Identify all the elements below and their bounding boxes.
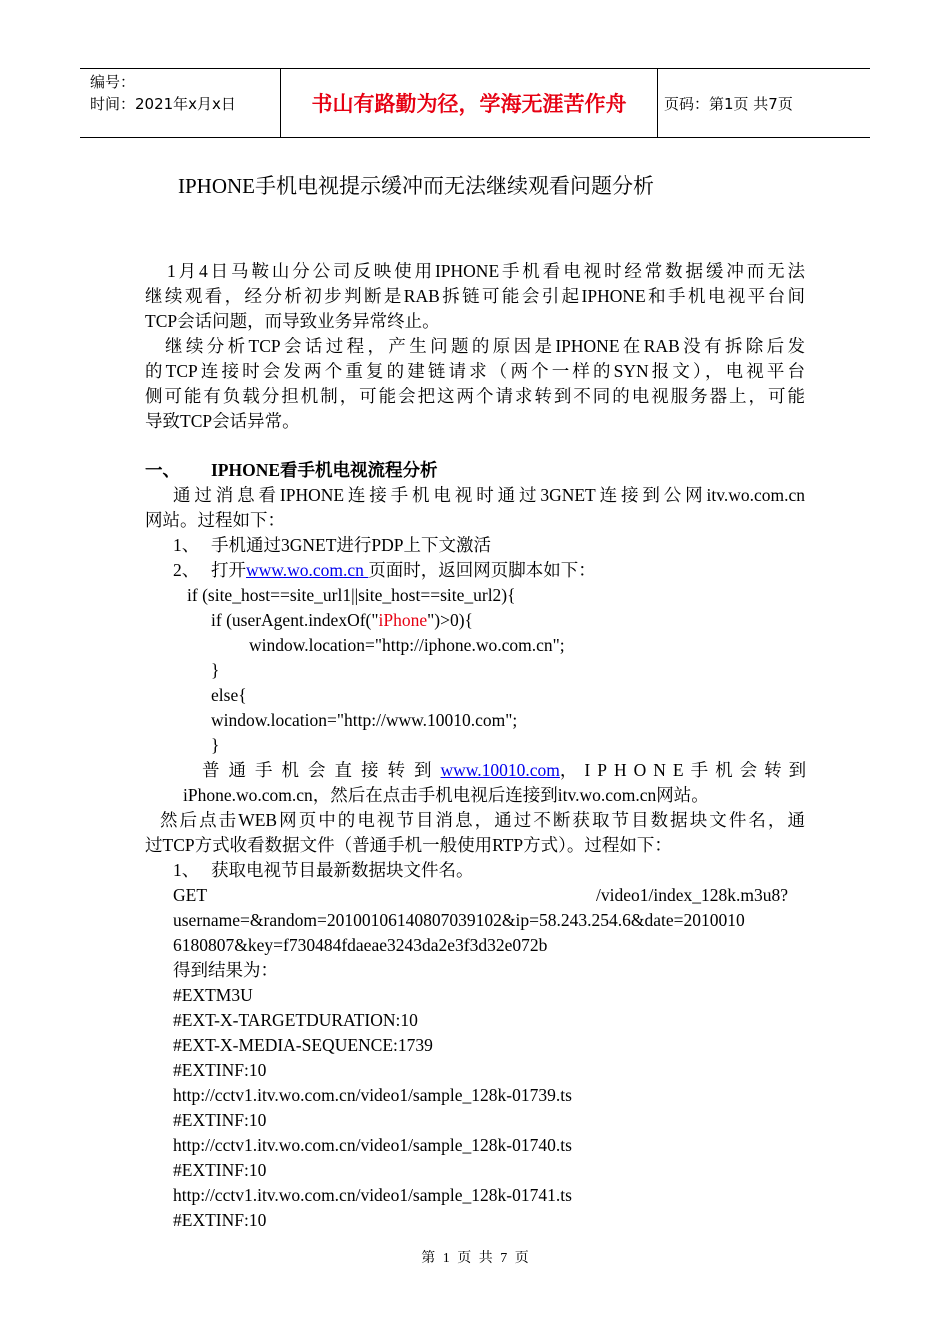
m3u-line: #EXT-X-TARGETDURATION:10 — [173, 1010, 418, 1030]
step1-number: 1、 — [173, 535, 200, 555]
code-line-4: } — [211, 660, 220, 680]
get-path: /video1/index_128k.m3u8? — [596, 885, 788, 905]
page-footer: 第 1 页 共 7 页 — [421, 1251, 529, 1266]
code-line-7: } — [211, 735, 220, 755]
intro-p2-line3: 侧可能有负载分担机制，可能会把这两个请求转到不同的电视服务器上，可能 — [145, 386, 805, 406]
result-label: 得到结果为： — [173, 960, 278, 980]
code-line-2-post: ")>0){ — [427, 610, 473, 630]
step1-text: 手机通过3GNET进行PDP上下文激活 — [211, 535, 492, 555]
m3u-line: http://cctv1.itv.wo.com.cn/video1/sample_128k-01741.ts — [173, 1185, 572, 1205]
10010-link[interactable]: www.10010.com — [440, 760, 560, 780]
get-line-2: username=&random=20100106140807039102&ip=58.243.254.6&date=2010010 — [173, 910, 745, 930]
section1-number: 一、 — [145, 460, 180, 480]
section1-intro-line1: 通过消息看IPHONE连接手机电视时通过3GNET连接到公网itv.wo.com.cn — [173, 485, 805, 505]
m3u-line: #EXTINF:10 — [173, 1210, 267, 1230]
step2-text — [211, 558, 596, 582]
redirect-line-2: iPhone.wo.com.cn，然后在点击手机电视后连接到itv.wo.com.cn网站。 — [183, 785, 709, 805]
code-line-1: if (site_host==site_url1||site_host==site_url2){ — [187, 585, 516, 605]
get-method: GET — [173, 885, 208, 905]
code-line-5: else{ — [211, 685, 247, 705]
redirect-mid: ，IPHONE手机会转到 — [559, 760, 814, 780]
m3u-line: #EXT-X-MEDIA-SEQUENCE:1739 — [173, 1035, 433, 1055]
intro-p1-line3: TCP会话问题，而导致业务异常终止。 — [145, 311, 440, 331]
intro-p2-line4: 导致TCP会话异常。 — [145, 411, 300, 431]
code-line-2 — [211, 608, 473, 632]
document-title: IPHONE手机电视提示缓冲而无法继续观看问题分析 — [178, 174, 654, 198]
code-line-6: window.location="http://www.10010.com"; — [211, 710, 518, 730]
m3u-line: #EXTINF:10 — [173, 1060, 267, 1080]
code-iphone-string: iPhone — [378, 610, 428, 630]
m3u-line: #EXTM3U — [173, 985, 253, 1005]
step2-number: 2、 — [173, 560, 200, 580]
m3u-line: #EXTINF:10 — [173, 1110, 267, 1130]
section1-intro-line2: 网站。过程如下： — [145, 510, 285, 530]
intro-p1-line1: 1月4日马鞍山分公司反映使用IPHONE手机看电视时经常数据缓冲而无法 — [167, 261, 805, 281]
web-line-2: 过TCP方式收看数据文件（普通手机一般使用RTP方式）。过程如下： — [145, 835, 672, 855]
sub1-text: 获取电视节目最新数据块文件名。 — [211, 860, 474, 880]
wo-com-cn-link[interactable]: www.wo.com.cn — [246, 560, 369, 580]
header-number-label: 编号： — [90, 73, 136, 91]
web-line-1: 然后点击WEB网页中的电视节目消息，通过不断获取节目数据块文件名，通 — [160, 810, 805, 830]
m3u-line: http://cctv1.itv.wo.com.cn/video1/sample_128k-01740.ts — [173, 1135, 572, 1155]
m3u-line: http://cctv1.itv.wo.com.cn/video1/sample_128k-01739.ts — [173, 1085, 572, 1105]
header-page-label: 页码：第1页 共7页 — [664, 94, 793, 113]
step2-post: 页面时，返回网页脚本如下： — [368, 560, 596, 580]
code-line-2-pre: if (userAgent.indexOf(" — [211, 610, 379, 630]
step2-pre: 打开 — [211, 560, 246, 580]
section1-heading: IPHONE看手机电视流程分析 — [211, 460, 438, 480]
redirect-pre: 普通手机会直接转到 — [202, 760, 441, 780]
header-time-label: 时间：2021年x月x日 — [90, 95, 236, 113]
get-line-3: 6180807&key=f730484fdaeae3243da2e3f3d32e072b — [173, 935, 548, 955]
code-line-3: window.location="http://iphone.wo.com.cn"; — [249, 635, 565, 655]
intro-p2-line2: 的TCP连接时会发两个重复的建链请求（两个一样的SYN报文），电视平台 — [145, 361, 805, 381]
intro-p2-line1: 继续分析TCP会话过程，产生问题的原因是IPHONE在RAB没有拆除后发 — [165, 336, 805, 356]
header-info-cell — [80, 69, 280, 137]
redirect-line-1 — [202, 758, 814, 782]
sub1-number: 1、 — [173, 860, 200, 880]
m3u-line: #EXTINF:10 — [173, 1160, 267, 1180]
intro-p1-line2: 继续观看，经分析初步判断是RAB拆链可能会引起IPHONE和手机电视平台间 — [145, 286, 805, 306]
page-header — [80, 68, 870, 138]
header-motto: 书山有路勤为径，学海无涯苦作舟 — [280, 69, 658, 137]
